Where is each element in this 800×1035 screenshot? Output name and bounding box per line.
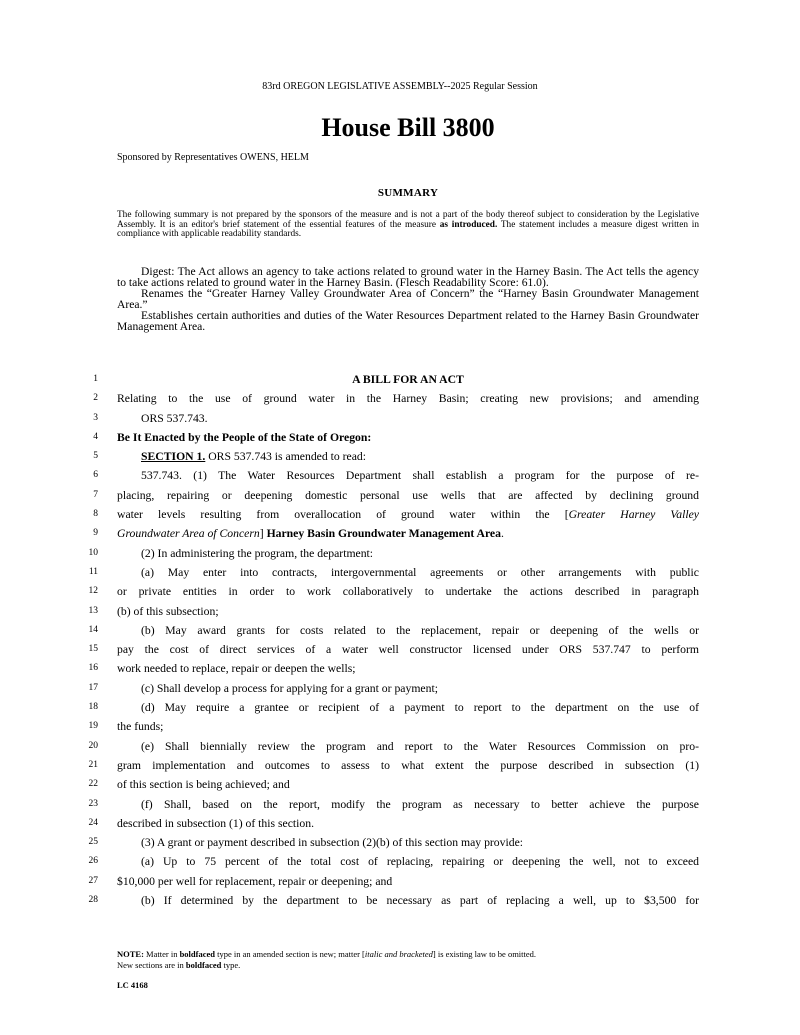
sponsors: Sponsored by Representatives OWENS, HELM	[117, 152, 309, 163]
bill-line	[0, 505, 800, 524]
line-number: 14	[88, 624, 98, 635]
line-text	[117, 524, 699, 543]
line-number: 22	[88, 779, 98, 790]
line-text: (b) of this subsection;	[117, 604, 219, 618]
line-number: 19	[88, 721, 98, 732]
line-number: 21	[88, 759, 98, 770]
line-text	[117, 447, 699, 466]
new-text: Harney Basin Groundwater Management Area	[266, 527, 501, 541]
bill-title: House Bill 3800	[321, 113, 495, 142]
line-text: (2) In administering the program, the department:	[141, 546, 374, 560]
renames-paragraph: Renames the “Greater Harney Valley Groundwater Area of Concern” the “Harney Basin Groundwater Management Area.”	[117, 287, 699, 311]
bill-line	[0, 389, 800, 408]
line-text: described in subsection (1) of this section.	[117, 816, 315, 830]
line-number: 1	[93, 374, 98, 384]
omitted-text: Greater Harney Valley	[568, 508, 699, 522]
line-text-part: water levels resulting from overallocation of ground water within the [	[117, 508, 569, 522]
note-text: ] is existing law to be omitted.	[432, 949, 537, 959]
line-number: 6	[93, 470, 98, 481]
line-number: 17	[88, 682, 98, 693]
line-number: 11	[88, 566, 98, 577]
bill-line	[0, 640, 800, 659]
line-number: 18	[88, 702, 98, 713]
bill-line	[0, 852, 800, 871]
line-number: 12	[88, 586, 98, 597]
line-text: work needed to replace, repair or deepen the wells;	[117, 662, 356, 676]
bill-line	[0, 814, 800, 833]
line-text: (d) May require a grantee or recipient of a payment to report to the department on the use of	[141, 701, 699, 715]
session-header: 83rd OREGON LEGISLATIVE ASSEMBLY--2025 Regular Session	[262, 81, 538, 92]
bill-line	[0, 409, 800, 428]
line-number: 23	[88, 798, 98, 809]
line-text: of this section is being achieved; and	[117, 778, 290, 792]
line-text	[117, 505, 699, 524]
line-text: $10,000 per well for replacement, repair or deepening; and	[117, 874, 393, 888]
line-number: 3	[93, 412, 98, 423]
bill-line	[0, 524, 800, 543]
line-number: 13	[88, 605, 98, 616]
line-text: (f) Shall, based on the report, modify the program as necessary to better achieve the purpose	[141, 797, 699, 811]
summary-intro-text-2: The statement includes a measure digest written in compliance with applicable readability standards.	[117, 219, 700, 240]
line-text: (c) Shall develop a process for applying for a grant or payment;	[141, 681, 438, 695]
line-number: 8	[93, 509, 98, 520]
line-number: 28	[88, 895, 98, 906]
line-text: the funds;	[117, 720, 164, 734]
line-number: 4	[93, 431, 98, 442]
bill-line	[0, 717, 800, 736]
line-text: (a) May enter into contracts, intergovernmental agreements or other arrangements with public	[141, 565, 699, 579]
digest-paragraph: Digest: The Act allows an agency to take actions related to ground water in the Harney Basin. The Act tells the agency to take actions related to ground water in the Harney Basin. (Flesch Readability Score: 61.0).	[117, 265, 699, 289]
footer-note	[117, 949, 717, 971]
digest	[117, 266, 699, 332]
bill-act-heading: A BILL FOR AN ACT	[352, 373, 464, 386]
bill-line	[0, 775, 800, 794]
line-number: 16	[88, 663, 98, 674]
section-label: SECTION 1.	[141, 450, 206, 464]
line-text: or private entities in order to work collaboratively to undertake the actions described in paragraph	[117, 585, 699, 599]
line-number: 27	[88, 875, 98, 886]
line-text: (a) Up to 75 percent of the total cost of replacing, repairing or deepening the well, not to exceed	[141, 855, 699, 869]
bill-line	[0, 582, 800, 601]
bill-line	[0, 737, 800, 756]
line-text: (3) A grant or payment described in subsection (2)(b) of this section may provide:	[141, 836, 524, 850]
line-number: 26	[88, 856, 98, 867]
bill-line	[0, 602, 800, 621]
bill-line	[0, 698, 800, 717]
note-italic: italic and bracketed	[364, 949, 433, 959]
bill-line	[0, 756, 800, 775]
line-text-part: ]	[259, 527, 267, 541]
bill-line	[0, 891, 800, 910]
line-text-part: ORS 537.743 is amended to read:	[205, 450, 366, 464]
establishes-paragraph: Establishes certain authorities and duties of the Water Resources Department related to the Harney Basin Groundwater Management Area.	[117, 309, 699, 333]
bill-line	[0, 795, 800, 814]
line-number: 24	[88, 817, 98, 828]
note-text: New sections are in	[117, 960, 186, 970]
note-label: NOTE:	[117, 949, 144, 959]
line-text: (e) Shall biennially review the program and report to the Water Resources Commission on pro-	[141, 739, 699, 753]
line-text: (b) May award grants for costs related to the replacement, repair or deepening of the wells or	[141, 623, 699, 637]
line-text: gram implementation and outcomes to assess to what extent the purpose described in subsection (1)	[117, 758, 699, 772]
bill-line	[0, 466, 800, 485]
line-number: 5	[93, 451, 98, 462]
bill-line	[0, 679, 800, 698]
line-text: ORS 537.743.	[141, 411, 208, 425]
line-text: pay the cost of direct services of a water well constructor licensed under ORS 537.747 to perform	[117, 643, 699, 657]
line-text-part: .	[500, 527, 504, 541]
note-text: Matter in	[143, 949, 180, 959]
line-number: 25	[88, 837, 98, 848]
line-number: 2	[93, 393, 98, 404]
bill-line	[0, 659, 800, 678]
line-text: placing, repairing or deepening domestic personal use wells that are affected by declining ground	[117, 488, 699, 502]
summary-intro	[117, 211, 699, 240]
summary-intro-text: The following summary is not prepared by the sponsors of the measure and is not a part of the body thereof subject to consideration by the Legislative Assembly. It is an editor's brief statement of the essential features of the measure	[117, 210, 699, 230]
enacting-clause: Be It Enacted by the People of the State of Oregon:	[117, 430, 372, 444]
line-number: 20	[88, 740, 98, 751]
line-number: 9	[93, 528, 98, 539]
bill-line	[0, 833, 800, 852]
bill-line	[0, 428, 800, 447]
line-text: (b) If determined by the department to be necessary as part of replacing a well, up to $3,500 for	[141, 894, 699, 908]
bill-line	[0, 370, 800, 389]
bill-line	[0, 872, 800, 891]
bill-line	[0, 563, 800, 582]
line-text: Relating to the use of ground water in the Harney Basin; creating new provisions; and amending	[117, 392, 699, 406]
omitted-text: Groundwater Area of Concern	[117, 527, 260, 541]
note-bold: boldfaced	[185, 960, 222, 970]
bill-line	[0, 486, 800, 505]
line-number: 15	[88, 644, 98, 655]
line-number: 7	[93, 489, 98, 500]
lc-number: LC 4168	[117, 980, 148, 990]
bill-line	[0, 621, 800, 640]
line-number: 10	[88, 547, 98, 558]
summary-heading: SUMMARY	[377, 187, 439, 199]
line-text: 537.743. (1) The Water Resources Department shall establish a program for the purpose of re-	[141, 469, 699, 483]
bill-line	[0, 447, 800, 466]
note-text: type in an amended section is new; matter [	[215, 949, 365, 959]
bill-line	[0, 544, 800, 563]
note-text: type.	[221, 960, 241, 970]
bill-text	[0, 370, 800, 910]
summary-intro-bold: as introduced.	[439, 219, 498, 230]
note-bold: boldfaced	[179, 949, 215, 959]
